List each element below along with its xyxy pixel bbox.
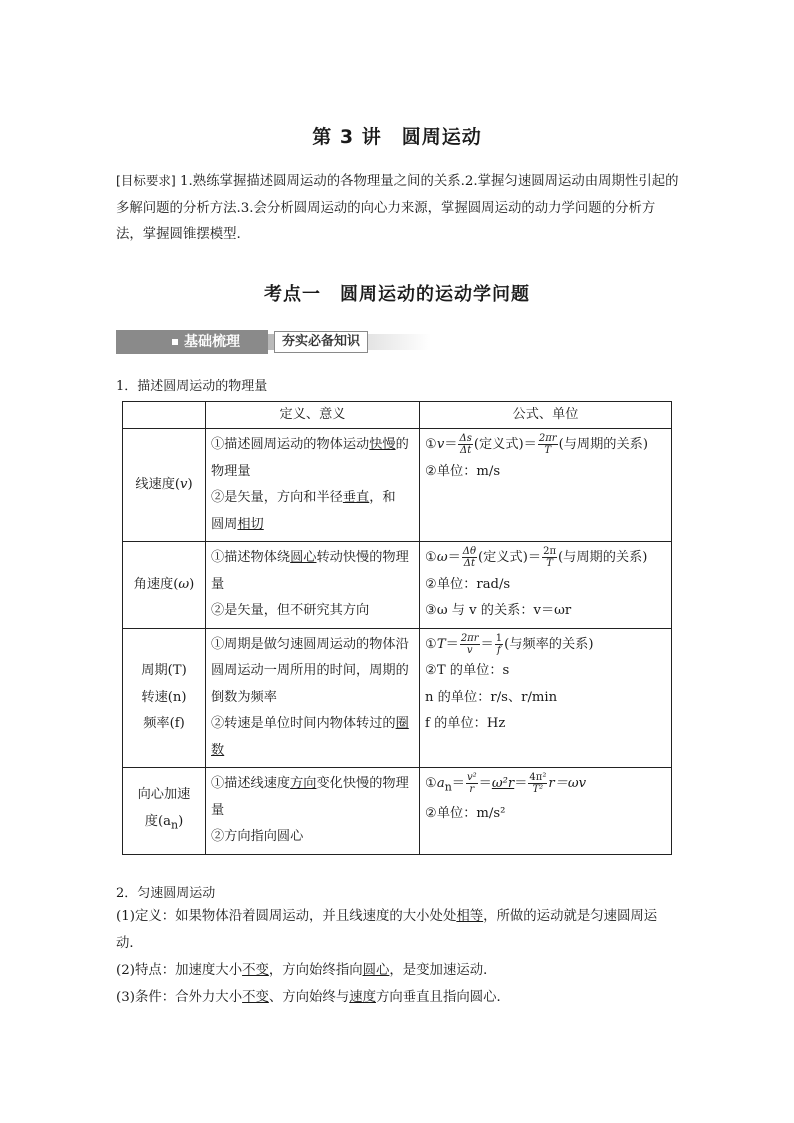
row-def-period: ①周期是做匀速圆周运动的物体沿圆周运动一周所用的时间，周期的倒数为频率 ②转速是单位时间内物体转过的圈数	[206, 628, 420, 768]
row-formula-linear-velocity: ①v＝ $\frac{\Delta s}{\Delta t}$ (定义式)＝ $\frac{2\pi r}{T}$ (与周期的关系) ②单位：m/s	[420, 429, 672, 542]
fraction: $\frac{\Delta s}{\Delta t}$	[459, 433, 472, 456]
row-formula-period: ①T＝ $\frac{2\pi r}{v}$ ＝ $\frac{1}{f}$ (与频率的关系) ②T 的单位：s n 的单位：r/s、r/min f 的单位：Hz	[420, 628, 672, 768]
fraction: $\frac{1}{f}$	[495, 632, 503, 656]
heading-quantities: 1．描述圆周运动的物理量	[116, 379, 268, 394]
table-row	[123, 768, 672, 855]
section-title: 考点一 圆周运动的运动学问题	[264, 284, 530, 305]
fraction: $\frac{2\pi}{T}$	[543, 546, 557, 569]
header-blank	[123, 402, 206, 429]
learning-goals	[116, 168, 682, 249]
row-def-linear-velocity: ①描述圆周运动的物体运动快慢的物理量 ②是矢量，方向和半径垂直，和 圆周相切	[206, 429, 420, 542]
header-formula: 公式、单位	[420, 402, 672, 429]
page-title: 第 3 讲 圆周运动	[312, 126, 482, 148]
section-banner	[116, 330, 431, 354]
fraction: $\frac{\text{v²}}{r}$	[466, 772, 477, 795]
banner-label: 基础梳理	[184, 334, 240, 350]
table-header-row	[123, 402, 672, 429]
banner-sublabel: 夯实必备知识	[274, 331, 368, 353]
table-row	[123, 628, 672, 768]
row-def-angular-velocity: ①描述物体绕圆心转动快慢的物理量 ②是矢量，但不研究其方向	[206, 542, 420, 629]
uniform-condition: (3)条件：合外力大小不变、方向始终与速度方向垂直且指向圆心．	[116, 990, 510, 1005]
row-name-period: 周期(T) 转速(n) 频率(f)	[123, 628, 206, 768]
goal-tag: [目标要求]	[116, 173, 176, 188]
square-bullet-icon	[172, 339, 178, 345]
uniform-definition: (1)定义：如果物体沿着圆周运动，并且线速度的大小处处相等，所做的运动就是匀速圆周运动．	[116, 909, 658, 951]
row-formula-centripetal-acceleration: $①a_n=$ $\frac{\text{v²}}{r}$ ＝ω²r＝ $\frac{\text{4π²}}{\text{T²}}$ r＝ωv ②单位：m/s²	[420, 768, 672, 855]
fraction: $\frac{2\pi r}{v}$	[460, 632, 479, 656]
row-name-linear-velocity: 线速度(v)	[123, 429, 206, 542]
fraction: $\frac{2\pi r}{T}$	[538, 433, 557, 456]
uniform-feature: (2)特点：加速度大小不变，方向始终指向圆心，是变加速运动．	[116, 963, 497, 978]
fraction: $\frac{\Delta\theta}{\Delta t}$	[462, 546, 477, 569]
header-definition: 定义、意义	[206, 402, 420, 429]
goal-text: 1.熟练掌握描述圆周运动的各物理量之间的关系.2.掌握匀速圆周运动由周期性引起的多解问题的分析方法.3.会分析圆周运动的向心力来源，掌握圆周运动的动力学问题的分析方法，掌握圆锥摆模型.	[116, 174, 679, 242]
quantities-table	[122, 401, 672, 855]
fraction: $\frac{\text{4π²}}{\text{T²}}$	[529, 772, 547, 795]
table-row	[123, 542, 672, 629]
row-name-centripetal-acceleration: 向心加速 度$(a_n)$	[123, 768, 206, 855]
heading-uniform-motion: 2．匀速圆周运动	[116, 886, 216, 901]
row-formula-angular-velocity: ①ω＝ $\frac{\Delta\theta}{\Delta t}$ (定义式)＝ $\frac{2\pi}{T}$ (与周期的关系) ②单位：rad/s ③ω 与 v 的关系：v＝ωr	[420, 542, 672, 629]
row-def-centripetal-acceleration: ①描述线速度方向变化快慢的物理量 ②方向指向圆心	[206, 768, 420, 855]
table-row	[123, 429, 672, 542]
row-name-angular-velocity: 角速度(ω)	[123, 542, 206, 629]
